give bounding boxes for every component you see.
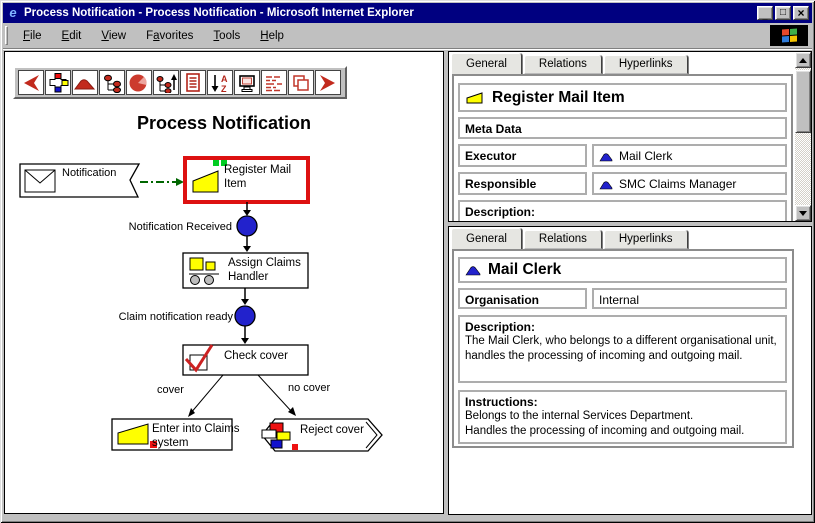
diagram-frame bbox=[4, 51, 444, 514]
close-icon: × bbox=[797, 6, 805, 20]
detail-top-tabbar bbox=[451, 53, 690, 74]
check-label[interactable]: Check cover bbox=[224, 350, 288, 362]
assign-icon bbox=[190, 258, 203, 270]
status-green-square bbox=[213, 160, 219, 166]
maximize-button[interactable] bbox=[775, 6, 791, 20]
flow-arrowhead bbox=[243, 210, 251, 216]
menu-edit[interactable]: Edit bbox=[61, 29, 82, 42]
executor-label: Executor bbox=[458, 144, 587, 167]
assign-label[interactable]: Assign Claims Handler bbox=[228, 257, 301, 283]
edge-label-cover: cover bbox=[157, 384, 184, 396]
close-button[interactable] bbox=[793, 6, 809, 20]
maximize-icon: □ bbox=[779, 7, 787, 18]
description-block bbox=[458, 315, 787, 383]
detail-header-title: Register Mail Item bbox=[492, 88, 625, 106]
scroll-up-icon bbox=[799, 58, 807, 63]
detail-bottom-content bbox=[452, 249, 794, 448]
menubar bbox=[3, 23, 812, 48]
reject-label[interactable]: Reject cover bbox=[300, 424, 364, 436]
meta-data-row: Meta Data bbox=[458, 117, 787, 139]
detail-header-title: Mail Clerk bbox=[488, 261, 562, 278]
organisation-value-row[interactable] bbox=[592, 288, 787, 309]
executor-value: Mail Clerk bbox=[619, 149, 673, 163]
menu-view[interactable]: View bbox=[101, 29, 127, 42]
role-icon bbox=[465, 264, 481, 276]
detail-header-row bbox=[458, 83, 787, 112]
menubar-separator bbox=[3, 48, 812, 50]
menu-help[interactable]: Help bbox=[260, 29, 284, 42]
detail-top-content bbox=[452, 74, 793, 222]
minimize-icon: _ bbox=[762, 10, 768, 21]
assign-icon bbox=[205, 276, 214, 285]
process-shape-icon bbox=[465, 90, 485, 105]
branch-arrow-no-cover bbox=[258, 375, 292, 412]
branch-arrow-cover bbox=[190, 375, 223, 414]
scrollbar-thumb[interactable] bbox=[795, 70, 811, 133]
instructions-line: Handles the processing of incoming and outgoing mail. bbox=[465, 424, 745, 437]
detail-bottom-tabbar bbox=[451, 228, 690, 249]
detail-top-scrollbar[interactable] bbox=[795, 52, 811, 221]
instructions-label: Instructions: bbox=[465, 395, 538, 409]
description-text: The Mail Clerk, who belongs to a different organisational unit, handles the processing of incoming and outgoing mail. bbox=[465, 335, 777, 362]
notification-label[interactable]: Notification bbox=[62, 167, 117, 179]
description-label: Description: bbox=[465, 320, 536, 334]
svg-text:Z: Z bbox=[221, 83, 227, 93]
assign-icon bbox=[191, 276, 200, 285]
event-received-node[interactable] bbox=[237, 216, 257, 236]
instructions-block bbox=[458, 390, 787, 444]
menubar-grip[interactable] bbox=[5, 26, 8, 45]
edge-label-no-cover: no cover bbox=[288, 382, 331, 394]
minimize-button[interactable] bbox=[757, 6, 773, 20]
tab-relations-bottom[interactable]: Relations bbox=[524, 230, 602, 249]
instructions-line: Belongs to the internal Services Department. bbox=[465, 410, 694, 422]
reject-icon bbox=[277, 432, 290, 440]
ready-label: Claim notification ready bbox=[118, 311, 233, 323]
role-icon bbox=[599, 179, 613, 190]
enter-label[interactable]: Enter into Claims system bbox=[152, 423, 240, 449]
window-title: Process Notification - Process Notification - Microsoft Internet Explorer bbox=[24, 7, 414, 19]
diagram-title: Process Notification bbox=[136, 113, 312, 133]
titlebar bbox=[3, 3, 812, 23]
windows-logo-icon bbox=[770, 25, 808, 46]
scroll-up-button[interactable] bbox=[795, 52, 811, 68]
menu-favorites[interactable]: Favorites bbox=[146, 29, 194, 42]
tab-hyperlinks-top[interactable]: Hyperlinks bbox=[604, 55, 688, 74]
flow-arrowhead bbox=[241, 299, 249, 305]
link-arrowhead bbox=[176, 178, 184, 186]
responsible-value: SMC Claims Manager bbox=[619, 177, 737, 191]
tab-hyperlinks-bottom[interactable]: Hyperlinks bbox=[604, 230, 688, 249]
tab-general-top[interactable]: General bbox=[451, 53, 522, 74]
red-marker-square bbox=[292, 444, 298, 450]
scroll-down-button[interactable] bbox=[795, 205, 811, 221]
reject-icon bbox=[262, 430, 276, 438]
tab-relations-top[interactable]: Relations bbox=[524, 55, 602, 74]
assign-icon bbox=[206, 262, 215, 270]
role-icon bbox=[599, 151, 613, 162]
flow-arrowhead bbox=[241, 338, 249, 344]
register-label[interactable]: Register Mail Item bbox=[224, 164, 292, 190]
event-ready-node[interactable] bbox=[235, 306, 255, 326]
received-label: Notification Received bbox=[128, 221, 232, 233]
menu-file[interactable]: File bbox=[23, 29, 42, 42]
description-row-clipped: Description: bbox=[458, 200, 787, 222]
organisation-label: Organisation bbox=[458, 288, 587, 309]
organisation-value: Internal bbox=[599, 293, 640, 307]
responsible-value-row[interactable] bbox=[592, 172, 787, 195]
menu-tools[interactable]: Tools bbox=[213, 29, 241, 42]
detail-panel-bottom bbox=[448, 226, 812, 515]
internet-explorer-icon: e bbox=[6, 6, 20, 20]
responsible-label: Responsible bbox=[458, 172, 587, 195]
svg-text:A: A bbox=[221, 73, 228, 84]
detail-header-row bbox=[458, 257, 787, 283]
detail-panel-top bbox=[448, 51, 812, 222]
scroll-down-icon bbox=[799, 211, 807, 216]
tab-general-bottom[interactable]: General bbox=[451, 228, 522, 249]
flow-arrowhead bbox=[243, 246, 251, 252]
reject-icon bbox=[271, 440, 282, 448]
executor-value-row[interactable] bbox=[592, 144, 787, 167]
